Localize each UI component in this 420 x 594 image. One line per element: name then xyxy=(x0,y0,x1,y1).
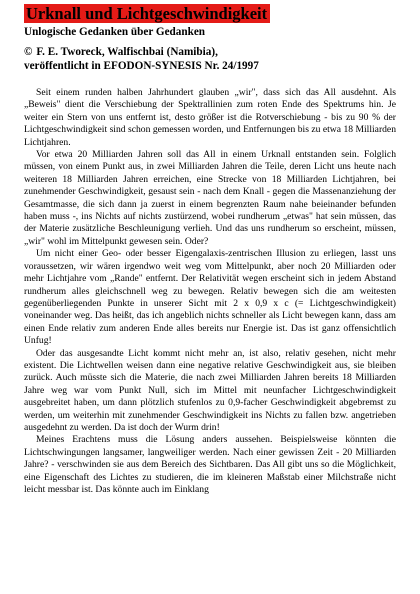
author-line xyxy=(24,45,396,59)
publication-line: veröffentlicht in EFODON-SYNESIS Nr. 24/1997 xyxy=(24,60,259,72)
document-title: Urknall und Lichtgeschwindigkeit xyxy=(24,4,270,23)
article-body xyxy=(24,87,396,496)
copyright-symbol: © xyxy=(24,46,33,58)
spacer xyxy=(24,73,396,87)
paragraph-5: Meines Erachtens muss die Lösung anders aussehen. Beispielsweise könnten die Lichtschwingungen langsamer, langweiliger werden. Nach einer gewissen Zeit - 20 Milliarden Jahre? - verschwinden sie aus dem Bereich des Sichtbaren. Das All gibt uns so die Möglichkeit, eine Eigenschaft des Lichtes zu studieren, die im kleineren Maßstab einer Milchstraße nicht leicht messbar ist. Das könnte auch im Einklang xyxy=(24,434,396,495)
paragraph-4: Oder das ausgesandte Licht kommt nicht mehr an, ist also, relativ gesehen, nicht mehr existent. Die Lichtwellen weisen dann eine negative relative Geschwindigkeit aus, sie bleiben zurück. Auch müsste sich die Materie, die nach zwei Milliarden Jahren bereits 18 Milliarden Jahre weg war vom Punkt Null, sich im Mittel mit neunfacher Lichtgeschwindigkeit ausgebreitet haben, um dann plötzlich stufenlos zu 0,9-facher Geschwindigkeit abgebremst zu werden, um weiterhin mit zunehmender Geschwindigkeit ins Nichts zu fallen bzw. angetrieben ausgedehnt zu werden. Da ist doch der Wurm drin! xyxy=(24,347,396,433)
author-text: F. E. Tworeck, Walfischbai (Namibia), xyxy=(36,46,218,58)
paragraph-3: Um nicht einer Geo- oder besser Eigengalaxis-zentrischen Illusion zu erliegen, lasst uns voraussetzen, wir wären irgendwo weit weg vom Mittelpunkt, aber noch 20 Milliarden oder mehr Lichtjahre vom „Rande" entfernt. Der Relativität wegen erscheint sich in jedem Abstand rundherum alles gleichschnell weg zu bewegen. Relativ bewegen sich die am weitesten gegenüberliegenden Punkte in unserer Sicht mit 2 x 0,9 x c (= Lichtgeschwindigkeit) voneinander weg. Das heißt, das ich angeblich nichts schneller als Licht bewegen kann, dass am einen Ende relativ zum anderen Ende alles bereits nur Energie ist. Das ist ganz offensichtlich Unfug! xyxy=(24,248,396,347)
paragraph-1: Seit einem runden halben Jahrhundert glauben „wir", dass sich das All ausdehnt. Als „Beweis" dient die Verschiebung der Spektrallinien zum roten Ende des Spektrums hin. Je weiter ein Stern von uns entfernt ist, desto größer ist die Rotverschiebung - bis zu 90 % der Lichtgeschwindigkeit sind schon gemessen worden, und Entfernungen bis zu etwa 18 Milliarden Lichtjahren. xyxy=(24,87,396,148)
document-subtitle: Unlogische Gedanken über Gedanken xyxy=(24,26,206,38)
paragraph-2: Vor etwa 20 Milliarden Jahren soll das All in einem Urknall entstanden sein. Folglich müssen, von einem Punkt aus, in zwei Milliarden Jahren die Teile, deren Licht uns heute nach weiteren 18 Milliarden Jahren erreichen, eine Strecke von 18 Milliarden Lichtjahren, bei zunehmender Geschwindigkeit, gesaust sein - nach dem Knall - gegen die Massenanziehung der Gesamtmasse, die sich dann ja zuerst in einem begrenzten Raum nahe beieinander befunden haben muss -, ins Nichts auf nichts zustürzend, wobei rundherum „etwas" hat sein müssen, das der Materie zusätzliche Beschleunigung verlieh. Und das uns rundherum so erscheint, müssen, „wir" wohl im Mittelpunkt gewesen sein. Oder? xyxy=(24,149,396,247)
